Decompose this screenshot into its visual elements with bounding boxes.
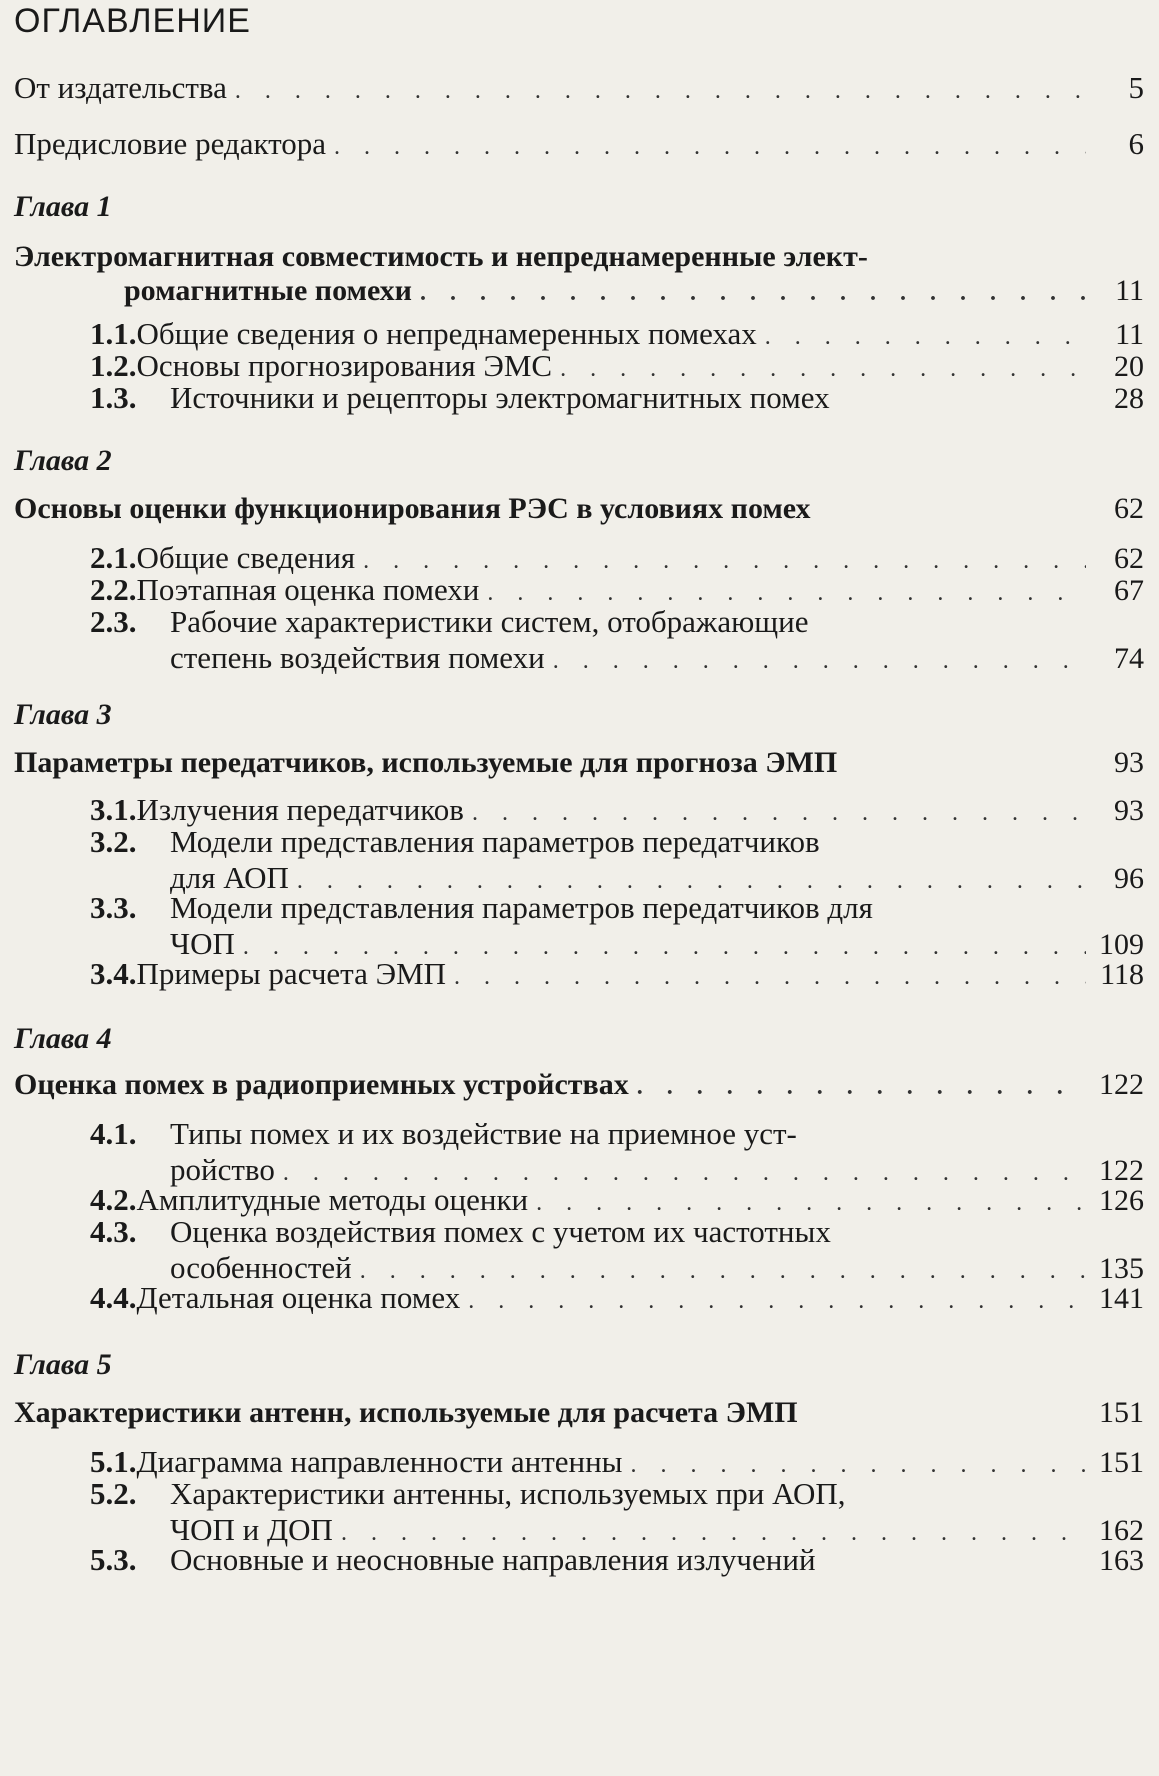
section-entry[interactable]: 3.4. Примеры расчета ЭМП . . . 118 (14, 956, 1144, 992)
section-entry[interactable]: 2.1. Общие сведения . . . 62 (14, 540, 1144, 576)
section-number: 4.2. (90, 1182, 137, 1217)
page-number: 6 (1128, 126, 1144, 161)
page-number: 74 (1114, 642, 1144, 675)
section-number: 5.2. (90, 1476, 137, 1511)
page-number: 162 (1099, 1514, 1144, 1547)
section-number: 1.1. (90, 316, 137, 351)
page-number: 163 (1099, 1544, 1144, 1577)
section-entry[interactable]: 5.1. Диаграмма направленности антенны . . . 151 (14, 1444, 1144, 1480)
section-number: 1.2. (90, 348, 137, 383)
page-number: 109 (1099, 928, 1144, 961)
section-entry[interactable]: 2.3. Рабочие характеристики систем, отображающие степень воздействия помехи . . . 74 (14, 604, 1144, 676)
page-number: 122 (1099, 1068, 1144, 1101)
page-number: 135 (1099, 1252, 1144, 1285)
entry-title: Предисловие редактора (14, 126, 326, 161)
section-number: 4.4. (90, 1280, 137, 1315)
section-number: 3.1. (90, 792, 137, 827)
section-number: 2.1. (90, 540, 137, 575)
page-number: 96 (1114, 862, 1144, 895)
section-entry[interactable]: 1.3. Источники и рецепторы электромагнитных помех 28 (90, 380, 1144, 415)
toc-entry-publisher[interactable] (14, 70, 1144, 106)
section-entry[interactable]: 1.2. Основы прогнозирования ЭМС . . . 20 (14, 348, 1144, 384)
page-number: 11 (1115, 318, 1144, 351)
page-number: 67 (1114, 574, 1144, 607)
chapter-title[interactable]: Электромагнитная совместимость и непреднамеренные элект- ромагнитные помехи . . . 11 (14, 240, 1144, 308)
section-entry[interactable]: 5.3. Основные и неосновные направления излучений 163 (90, 1542, 1144, 1577)
chapter-label: Глава 2 (14, 444, 112, 477)
section-entry[interactable]: 4.4. Детальная оценка помех . . . 141 (14, 1280, 1144, 1316)
page-number: 20 (1114, 350, 1144, 383)
section-entry[interactable]: 4.3. Оценка воздействия помех с учетом их частотных особенностей . . . 135 (14, 1214, 1144, 1286)
page-number: 141 (1099, 1282, 1144, 1315)
section-number: 2.3. (90, 604, 137, 639)
page-number: 151 (1099, 1396, 1144, 1429)
page-number: 5 (1128, 70, 1144, 105)
section-number: 5.3. (90, 1542, 137, 1577)
chapter-title[interactable]: Параметры передатчиков, используемые для прогноза ЭМП 93 (14, 746, 1144, 779)
section-number: 3.4. (90, 956, 137, 991)
page-number: 11 (1115, 274, 1144, 307)
section-entry[interactable]: 3.1. Излучения передатчиков . . . 93 (14, 792, 1144, 828)
section-number: 2.2. (90, 572, 137, 607)
entry-title: От издательства (14, 70, 227, 105)
page-number: 93 (1114, 746, 1144, 779)
section-entry[interactable]: 3.3. Модели представления параметров передатчиков для ЧОП . . . 109 (14, 890, 1144, 962)
page-number: 93 (1114, 794, 1144, 827)
page-number: 151 (1099, 1446, 1144, 1479)
section-number: 5.1. (90, 1444, 137, 1479)
chapter-label: Глава 1 (14, 190, 112, 223)
page-number: 62 (1114, 542, 1144, 575)
section-entry[interactable]: 2.2. Поэтапная оценка помехи . . . 67 (14, 572, 1144, 608)
chapter-label: Глава 5 (14, 1348, 112, 1381)
chapter-title[interactable]: Характеристики антенн, используемые для расчета ЭМП 151 (14, 1396, 1144, 1429)
section-entry[interactable]: 5.2. Характеристики антенны, используемых при АОП, ЧОП и ДОП . . . 162 (14, 1476, 1144, 1548)
page-number: 126 (1099, 1184, 1144, 1217)
page-number: 118 (1100, 958, 1144, 991)
section-number: 1.3. (90, 380, 137, 415)
section-entry[interactable]: 4.2. Амплитудные методы оценки . . . 126 (14, 1182, 1144, 1218)
toc-entry-editor-preface[interactable] (14, 126, 1144, 162)
chapter-title[interactable]: Оценка помех в радиоприемных устройствах . . . 122 (14, 1068, 1144, 1102)
page-number: 62 (1114, 492, 1144, 525)
page-number: 122 (1099, 1154, 1144, 1187)
chapter-label: Глава 3 (14, 698, 112, 731)
section-entry[interactable]: 3.2. Модели представления параметров передатчиков для АОП . . . 96 (14, 824, 1144, 896)
section-number: 3.2. (90, 824, 137, 859)
section-number: 3.3. (90, 890, 137, 925)
chapter-title[interactable]: Основы оценки функционирования РЭС в условиях помех 62 (14, 492, 1144, 525)
section-number: 4.3. (90, 1214, 137, 1249)
chapter-label: Глава 4 (14, 1022, 112, 1055)
section-entry[interactable]: 1.1. Общие сведения о непреднамеренных помехах . . . 11 (14, 316, 1144, 352)
page-number: 28 (1114, 382, 1144, 415)
toc-heading: ОГЛАВЛЕНИЕ (14, 2, 251, 40)
section-entry[interactable]: 4.1. Типы помех и их воздействие на приемное уст- ройство . . . 122 (14, 1116, 1144, 1188)
section-number: 4.1. (90, 1116, 137, 1151)
